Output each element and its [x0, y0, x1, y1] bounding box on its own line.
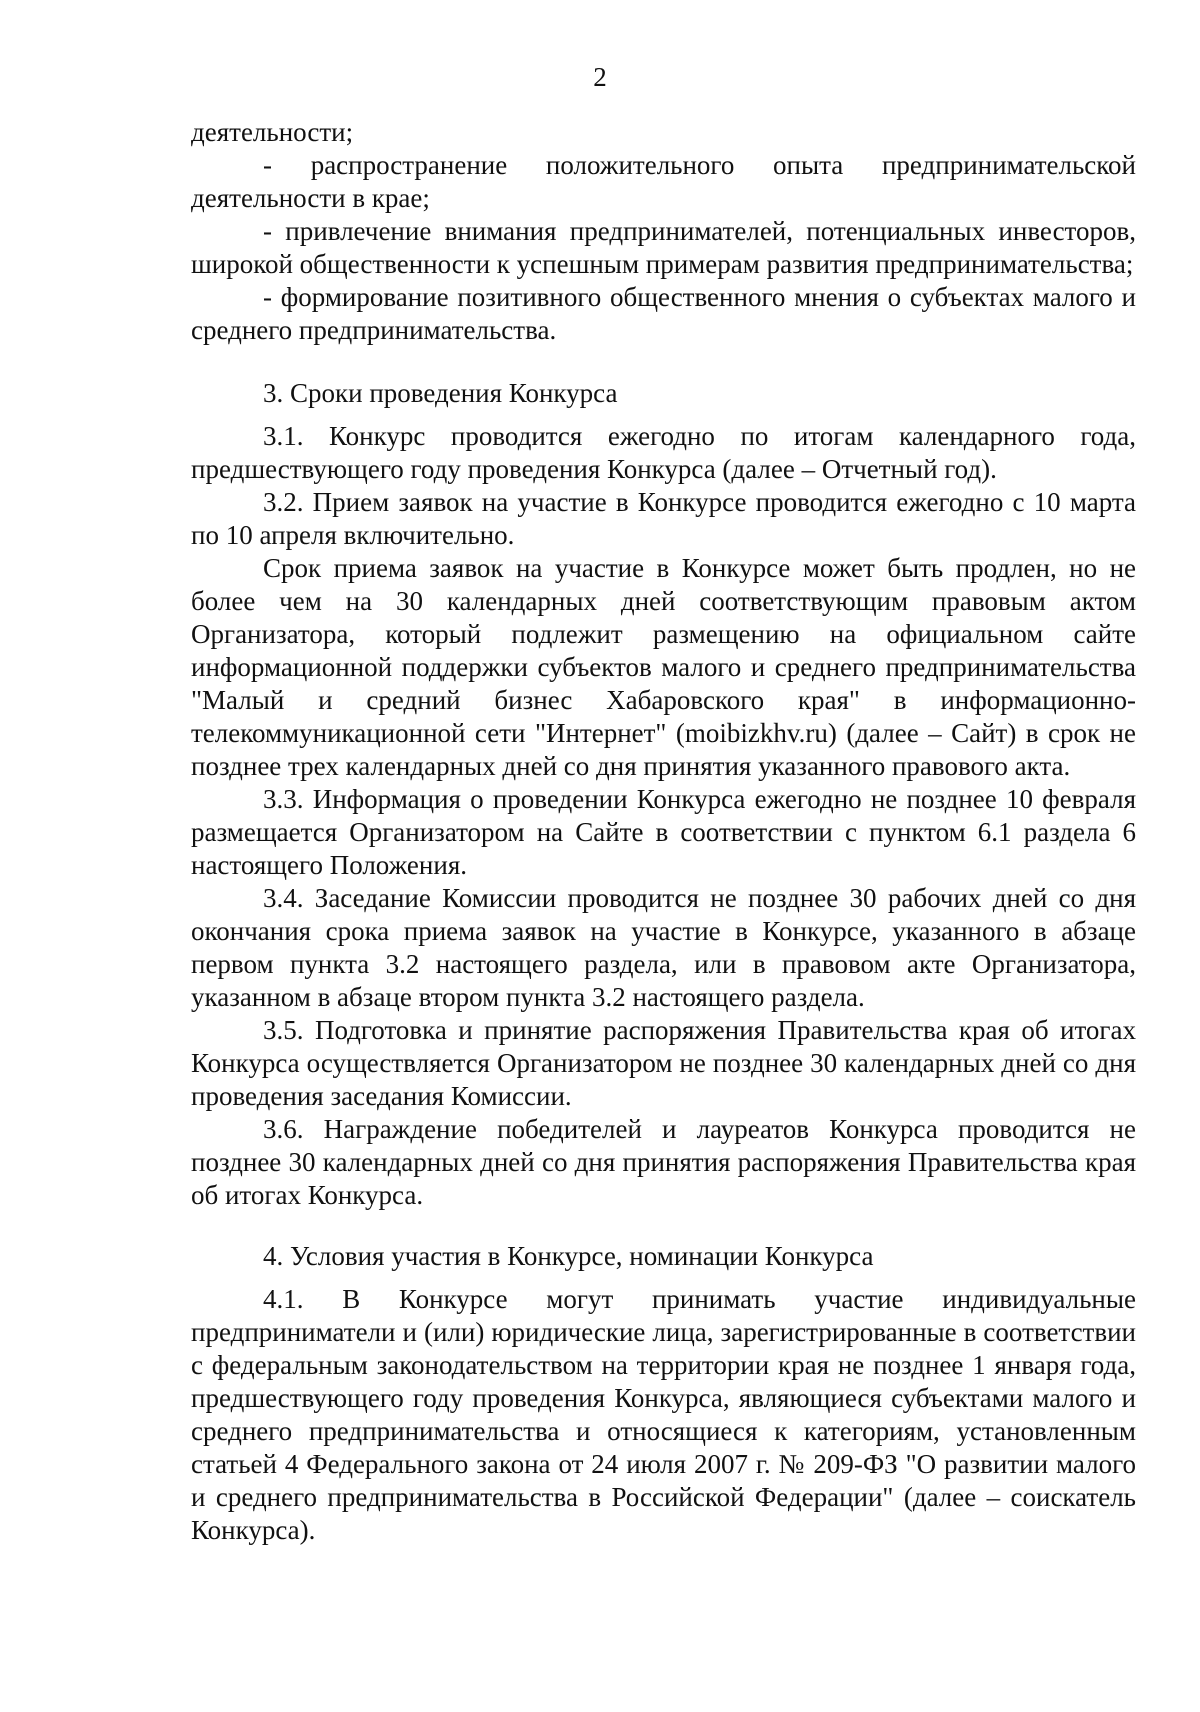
page-number: 2: [593, 62, 607, 92]
document-body: [191, 116, 1136, 1547]
clause-3-4: 3.4. Заседание Комиссии проводится не позднее 30 рабочих дней со дня окончания срока приема заявок на участие в Конкурсе, указанного в абзаце первом пункта 3.2 настоящего раздела, или в правовом акте Организатора, указанном в абзаце втором пункта 3.2 настоящего раздела.: [191, 883, 1136, 1012]
paragraph: - формирование позитивного общественного мнения о субъектах малого и среднего предпринимательства.: [191, 282, 1136, 345]
clause-3-6: 3.6. Награждение победителей и лауреатов Конкурса проводится не позднее 30 календарных дней со дня принятия распоряжения Правительства края об итогах Конкурса.: [191, 1114, 1136, 1210]
clause-3-3: 3.3. Информация о проведении Конкурса ежегодно не позднее 10 февраля размещается Организатором на Сайте в соответствии с пунктом 6.1 раздела 6 настоящего Положения.: [191, 784, 1136, 880]
paragraph: - распространение положительного опыта предпринимательской деятельности в крае;: [191, 150, 1136, 213]
clause-4-1: 4.1. В Конкурсе могут принимать участие индивидуальные предприниматели и (или) юридические лица, зарегистрированные в соответствии с федеральным законодательством на территории края не позднее 1 января года, предшествующего году проведения Конкурса, являющиеся субъектами малого и среднего предпринимательства и относящиеся к категориям, установленным статьей 4 Федерального закона от 24 июля 2007 г. № 209-ФЗ "О развитии малого и среднего предпринимательства в Российской Федерации" (далее – соискатель Конкурса).: [191, 1284, 1136, 1545]
section-heading: 3. Сроки проведения Конкурса: [263, 378, 618, 408]
paragraph: деятельности;: [191, 117, 354, 147]
clause-3-2: 3.2. Прием заявок на участие в Конкурсе проводится ежегодно с 10 марта по 10 апреля включительно.: [191, 487, 1136, 550]
clause-3-2-extension: Срок приема заявок на участие в Конкурсе может быть продлен, но не более чем на 30 календарных дней соответствующим правовым актом Организатора, который подлежит размещению на официальном сайте информационной поддержки субъектов малого и среднего предпринимательства "Малый и средний бизнес Хабаровского края" в информационно-телекоммуникационной сети "Интернет" (moibizkhv.ru) (далее – Сайт) в срок не позднее трех календарных дней со дня принятия указанного правового акта.: [191, 553, 1136, 781]
paragraph: - привлечение внимания предпринимателей, потенциальных инвесторов, широкой общественности к успешным примерам развития предпринимательства;: [191, 216, 1136, 279]
section-heading: 4. Условия участия в Конкурсе, номинации Конкурса: [263, 1241, 874, 1271]
clause-3-5: 3.5. Подготовка и принятие распоряжения Правительства края об итогах Конкурса осуществляется Организатором не позднее 30 календарных дней со дня проведения заседания Комиссии.: [191, 1015, 1136, 1111]
clause-3-1: 3.1. Конкурс проводится ежегодно по итогам календарного года, предшествующего году проведения Конкурса (далее – Отчетный год).: [191, 421, 1136, 484]
